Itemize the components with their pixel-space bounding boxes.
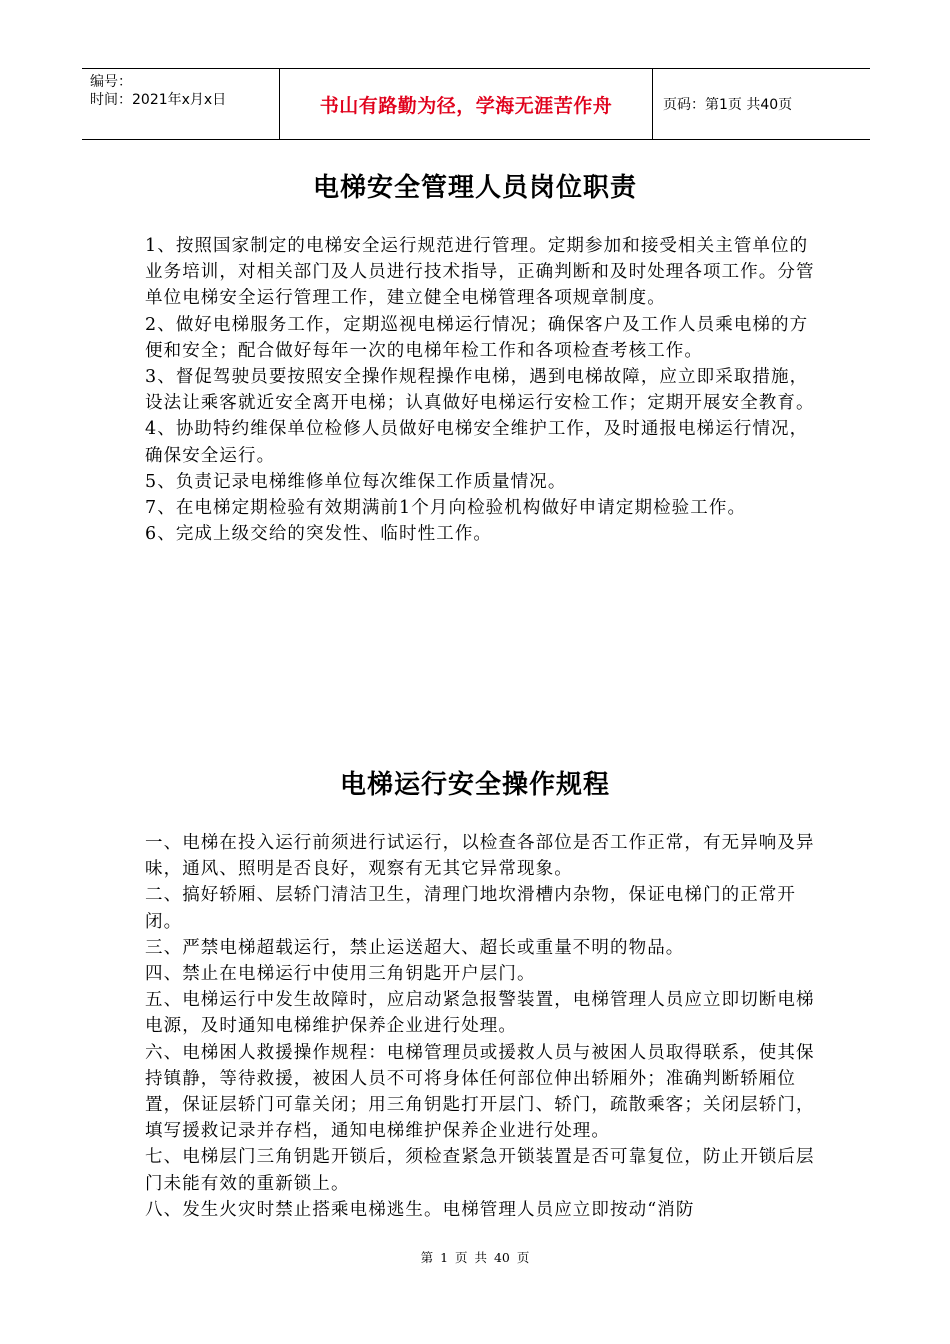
motto: 书山有路勤为径，学海无涯苦作舟 (280, 69, 653, 139)
header-meta-cell (82, 69, 280, 139)
number-label: 编号： (90, 74, 132, 90)
paragraph: 1、按照国家制定的电梯安全运行规范进行管理。定期参加和接受相关主管单位的业务培训，对相关部门及人员进行技术指导，正确判断和及时处理各项工作。分管单位电梯安全运行管理工作，建立健全电梯管理各项规章制度。 (145, 236, 815, 309)
paragraph: 一、电梯在投入运行前须进行试运行，以检查各部位是否工作正常，有无异响及异味，通风、照明是否良好，观察有无其它异常现象。 (145, 833, 815, 880)
paragraph: 5、负责记录电梯维修单位每次维保工作质量情况。 (145, 471, 567, 492)
page-footer: 第 1 页 共 40 页 (420, 1250, 530, 1265)
paragraph: 六、电梯困人救援操作规程：电梯管理员或援救人员与被困人员取得联系，使其保持镇静，等待救援，被困人员不可将身体任何部位伸出轿厢外；准确判断轿厢位置，保证层轿门可靠关闭；用三角钥匙打开层门、轿门，疏散乘客；关闭层轿门，填写援救记录并存档，通知电梯维护保养企业进行处理。 (145, 1042, 815, 1142)
paragraph: 2、做好电梯服务工作，定期巡视电梯运行情况；确保客户及工作人员乘电梯的方便和安全；配合做好每年一次的电梯年检工作和各项检查考核工作。 (145, 314, 809, 361)
paragraph: 四、禁止在电梯运行中使用三角钥匙开户层门。 (145, 964, 536, 985)
header-table (82, 68, 870, 140)
paragraph: 4、协助特约维保单位检修人员做好电梯安全维护工作，及时通报电梯运行情况，确保安全运行。 (145, 419, 809, 466)
paragraph: 八、发生火灾时禁止搭乘电梯逃生。电梯管理人员应立即按动“消防 (145, 1199, 695, 1220)
paragraph: 五、电梯运行中发生故障时，应启动紧急报警装置，电梯管理人员应立即切断电梯电源，及时通知电梯维护保养企业进行处理。 (145, 990, 815, 1037)
paragraph: 3、督促驾驶员要按照安全操作规程操作电梯，遇到电梯故障，应立即采取措施，设法让乘客就近安全离开电梯；认真做好电梯运行安检工作；定期开展安全教育。 (145, 367, 815, 414)
paragraph: 7、在电梯定期检验有效期满前1个月向检验机构做好申请定期检验工作。 (145, 498, 747, 519)
paragraph: 二、搞好轿厢、层轿门清洁卫生，清理门地坎滑槽内杂物，保证电梯门的正常开闭。 (145, 885, 796, 932)
section1-body (145, 233, 825, 547)
section2-body (145, 830, 825, 1223)
paragraph: 七、电梯层门三角钥匙开锁后，须检查紧急开锁装置是否可靠复位，防止开锁后层门未能有效的重新锁上。 (145, 1147, 815, 1194)
section1-title: 电梯安全管理人员岗位职责 (312, 173, 637, 203)
section2-title: 电梯运行安全操作规程 (339, 770, 610, 800)
paragraph: 三、严禁电梯超载运行，禁止运送超大、超长或重量不明的物品。 (145, 937, 685, 958)
paragraph: 6、完成上级交给的突发性、临时性工作。 (145, 524, 493, 545)
page-info: 页码：第1页 共40页 (663, 97, 793, 113)
time-label: 时间：2021年x月x日 (90, 92, 227, 108)
